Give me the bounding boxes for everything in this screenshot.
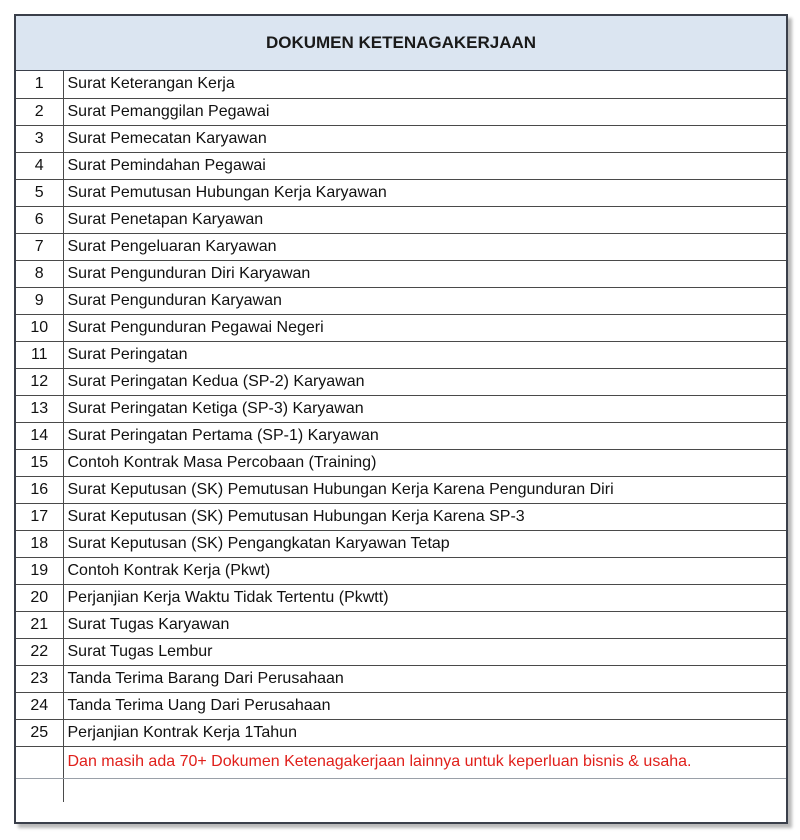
row-number: 23 (16, 665, 63, 692)
table-row (16, 557, 786, 584)
row-number: 13 (16, 395, 63, 422)
blank-text-cell (63, 778, 786, 802)
row-number: 9 (16, 287, 63, 314)
row-number: 25 (16, 719, 63, 746)
document-title: Surat Keputusan (SK) Pemutusan Hubungan Kerja Karena Pengunduran Diri (63, 476, 786, 503)
document-title: Tanda Terima Barang Dari Perusahaan (63, 665, 786, 692)
row-number: 7 (16, 233, 63, 260)
document-title: Surat Keputusan (SK) Pemutusan Hubungan Kerja Karena SP-3 (63, 503, 786, 530)
table-row (16, 611, 786, 638)
row-number: 8 (16, 260, 63, 287)
document-title: Contoh Kontrak Masa Percobaan (Training) (63, 449, 786, 476)
document-title: Contoh Kontrak Kerja (Pkwt) (63, 557, 786, 584)
row-number: 22 (16, 638, 63, 665)
table-row (16, 260, 786, 287)
row-number: 16 (16, 476, 63, 503)
table-row (16, 98, 786, 125)
document-title: Surat Tugas Lembur (63, 638, 786, 665)
document-list-sheet (14, 14, 788, 824)
table-row (16, 665, 786, 692)
document-title: Surat Keterangan Kerja (63, 71, 786, 98)
table-row (16, 422, 786, 449)
document-title: Surat Peringatan Kedua (SP-2) Karyawan (63, 368, 786, 395)
table-row (16, 395, 786, 422)
table-row (16, 503, 786, 530)
document-title: Surat Pengunduran Karyawan (63, 287, 786, 314)
row-number: 2 (16, 98, 63, 125)
document-title: Tanda Terima Uang Dari Perusahaan (63, 692, 786, 719)
table-row (16, 314, 786, 341)
document-title: Surat Pemutusan Hubungan Kerja Karyawan (63, 179, 786, 206)
table-row (16, 368, 786, 395)
document-table (16, 71, 786, 802)
document-title: Surat Penetapan Karyawan (63, 206, 786, 233)
table-row (16, 584, 786, 611)
document-title: Surat Pengunduran Pegawai Negeri (63, 314, 786, 341)
row-number: 14 (16, 422, 63, 449)
document-title: Perjanjian Kerja Waktu Tidak Tertentu (Pkwtt) (63, 584, 786, 611)
sheet-title: DOKUMEN KETENAGAKERJAAN (16, 16, 786, 71)
row-number: 18 (16, 530, 63, 557)
table-row (16, 206, 786, 233)
row-number: 1 (16, 71, 63, 98)
row-number: 24 (16, 692, 63, 719)
table-row (16, 449, 786, 476)
document-title: Surat Pengunduran Diri Karyawan (63, 260, 786, 287)
row-number: 21 (16, 611, 63, 638)
table-row (16, 233, 786, 260)
table-row (16, 125, 786, 152)
table-row (16, 530, 786, 557)
table-row (16, 476, 786, 503)
document-title: Surat Pemindahan Pegawai (63, 152, 786, 179)
blank-num-cell (16, 778, 63, 802)
row-number: 17 (16, 503, 63, 530)
row-number: 20 (16, 584, 63, 611)
document-title: Surat Pemanggilan Pegawai (63, 98, 786, 125)
row-number: 6 (16, 206, 63, 233)
table-row (16, 692, 786, 719)
row-number: 11 (16, 341, 63, 368)
document-title: Surat Peringatan (63, 341, 786, 368)
table-row (16, 719, 786, 746)
document-title: Surat Peringatan Pertama (SP-1) Karyawan (63, 422, 786, 449)
document-title: Surat Pemecatan Karyawan (63, 125, 786, 152)
document-title: Surat Keputusan (SK) Pengangkatan Karyawan Tetap (63, 530, 786, 557)
table-row (16, 638, 786, 665)
note-num-cell (16, 746, 63, 778)
row-number: 19 (16, 557, 63, 584)
row-number: 12 (16, 368, 63, 395)
table-row (16, 179, 786, 206)
row-number: 15 (16, 449, 63, 476)
note-text: Dan masih ada 70+ Dokumen Ketenagakerjaan lainnya untuk keperluan bisnis & usaha. (63, 746, 786, 778)
row-number: 5 (16, 179, 63, 206)
document-title: Perjanjian Kontrak Kerja 1Tahun (63, 719, 786, 746)
blank-row (16, 778, 786, 802)
row-number: 3 (16, 125, 63, 152)
document-title: Surat Tugas Karyawan (63, 611, 786, 638)
table-row (16, 341, 786, 368)
row-number: 4 (16, 152, 63, 179)
note-row (16, 746, 786, 778)
document-title: Surat Pengeluaran Karyawan (63, 233, 786, 260)
table-row (16, 287, 786, 314)
table-row (16, 152, 786, 179)
row-number: 10 (16, 314, 63, 341)
table-row (16, 71, 786, 98)
document-title: Surat Peringatan Ketiga (SP-3) Karyawan (63, 395, 786, 422)
